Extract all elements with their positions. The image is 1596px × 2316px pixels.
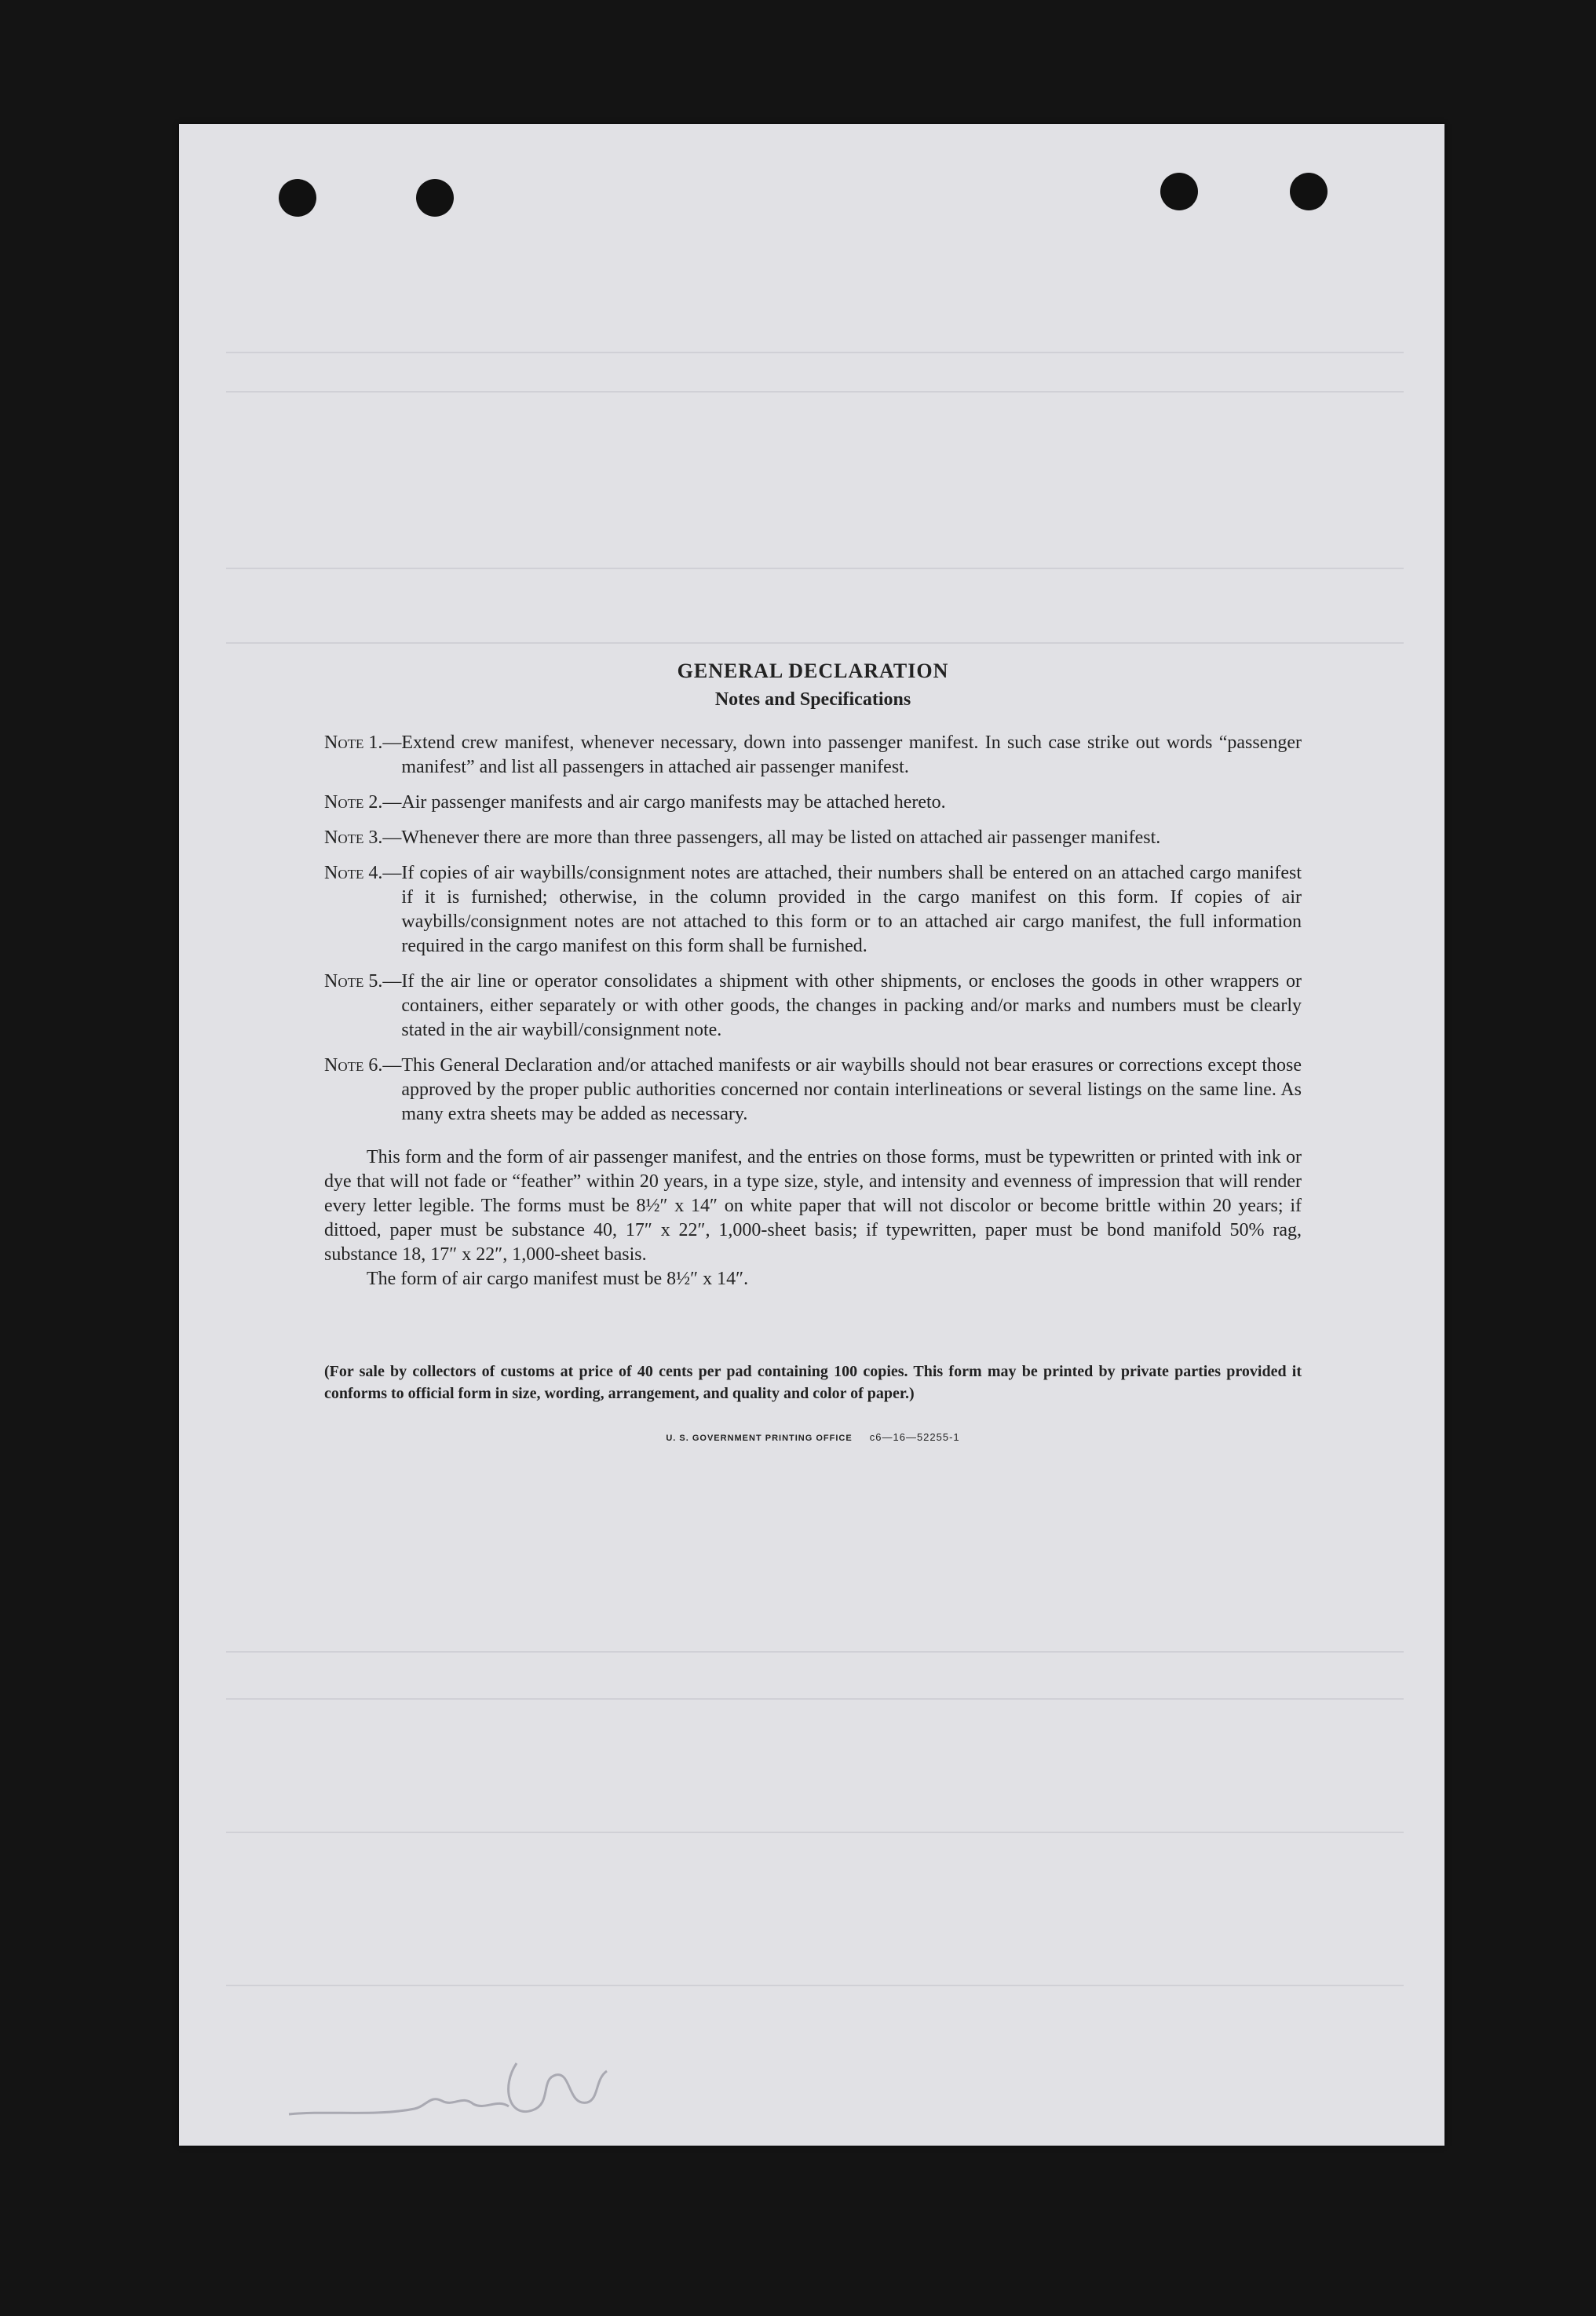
note-text: Whenever there are more than three passengers, all may be listed on attached air passenger manifest.	[401, 827, 1161, 848]
cargo-manifest-size-paragraph: The form of air cargo manifest must be 8½″ x 14″.	[367, 1269, 749, 1289]
note-5	[324, 970, 1302, 1043]
document-page	[179, 124, 1444, 2146]
note-text: If the air line or operator consolidates a shipment with other shipments, or encloses the goods in other wrappers or containers, either separately or with other goods, the changes in packing and/or marks and numbers must be clearly stated in the air waybill/consignment note.	[401, 971, 1302, 1040]
bleed-through-line	[226, 1832, 1404, 1833]
page-title: GENERAL DECLARATION	[677, 659, 949, 682]
note-text: Air passenger manifests and air cargo manifests may be attached hereto.	[401, 792, 946, 813]
note-text: If copies of air waybills/consignment notes are attached, their numbers shall be entered on an attached cargo manifest if it is furnished; otherwise, in the column provided in the cargo manifest on this form. If copies of air waybills/consignment notes are not attached to this form or to an attached air cargo manifest, the full information required in the cargo manifest on this form shall be furnished.	[401, 863, 1302, 956]
bleed-through-line	[226, 1698, 1404, 1700]
punch-hole	[1290, 173, 1328, 210]
printer-code: c6—16—52255-1	[869, 1431, 960, 1443]
punch-hole	[1160, 173, 1198, 210]
note-6	[324, 1054, 1302, 1127]
printer-name: U. S. GOVERNMENT PRINTING OFFICE	[666, 1434, 853, 1443]
printer-line	[324, 1431, 1302, 1443]
note-label: Note 5.—	[324, 971, 402, 992]
note-label: Note 1.—	[324, 732, 402, 753]
bleed-through-line	[226, 1985, 1404, 1986]
note-text: Extend crew manifest, whenever necessary, down into passenger manifest. In such case strike out words “passenger manifest” and list all passengers in attached air passenger manifest.	[401, 732, 1302, 777]
note-1	[324, 731, 1302, 780]
bleed-through-line	[226, 352, 1404, 353]
bleed-through-line	[226, 391, 1404, 393]
note-label: Note 3.—	[324, 827, 402, 848]
punch-hole	[279, 179, 316, 217]
sale-notice: (For sale by collectors of customs at price of 40 cents per pad containing 100 copies. This form may be printed by private parties provided it conforms to official form in size, wording, arrangement, and quality and color of paper.)	[324, 1363, 1302, 1402]
note-2	[324, 791, 1302, 815]
form-specification-paragraph: This form and the form of air passenger manifest, and the entries on those forms, must be typewritten or printed with ink or dye that will not fade or “feather” within 20 years, in a type size, style, and intensity and evenness of impression that will render every letter legible. The forms must be 8½″ x 14″ on white paper that will not discolor or become brittle within 20 years; if dittoed, paper must be substance 40, 17″ x 22″, 1,000-sheet basis; if typewritten, paper must be bond manifold 50% rag, substance 18, 17″ x 22″, 1,000-sheet basis.	[324, 1147, 1302, 1265]
page-subtitle: Notes and Specifications	[714, 689, 911, 710]
note-label: Note 4.—	[324, 863, 402, 883]
note-label: Note 2.—	[324, 792, 402, 813]
note-4	[324, 861, 1302, 959]
bleed-through-line	[226, 642, 1404, 644]
note-label: Note 6.—	[324, 1055, 402, 1076]
notes-content	[324, 659, 1302, 1443]
bleed-through-line	[226, 568, 1404, 569]
note-3	[324, 826, 1302, 850]
note-text: This General Declaration and/or attached manifests or air waybills should not bear erasures or corrections except those approved by the proper public authorities concerned nor contain interlineations or several listings on the same line. As many extra sheets may be added as necessary.	[401, 1055, 1302, 1124]
punch-hole	[416, 179, 454, 217]
signature-bleed-through	[281, 2032, 611, 2142]
bleed-through-line	[226, 1651, 1404, 1653]
